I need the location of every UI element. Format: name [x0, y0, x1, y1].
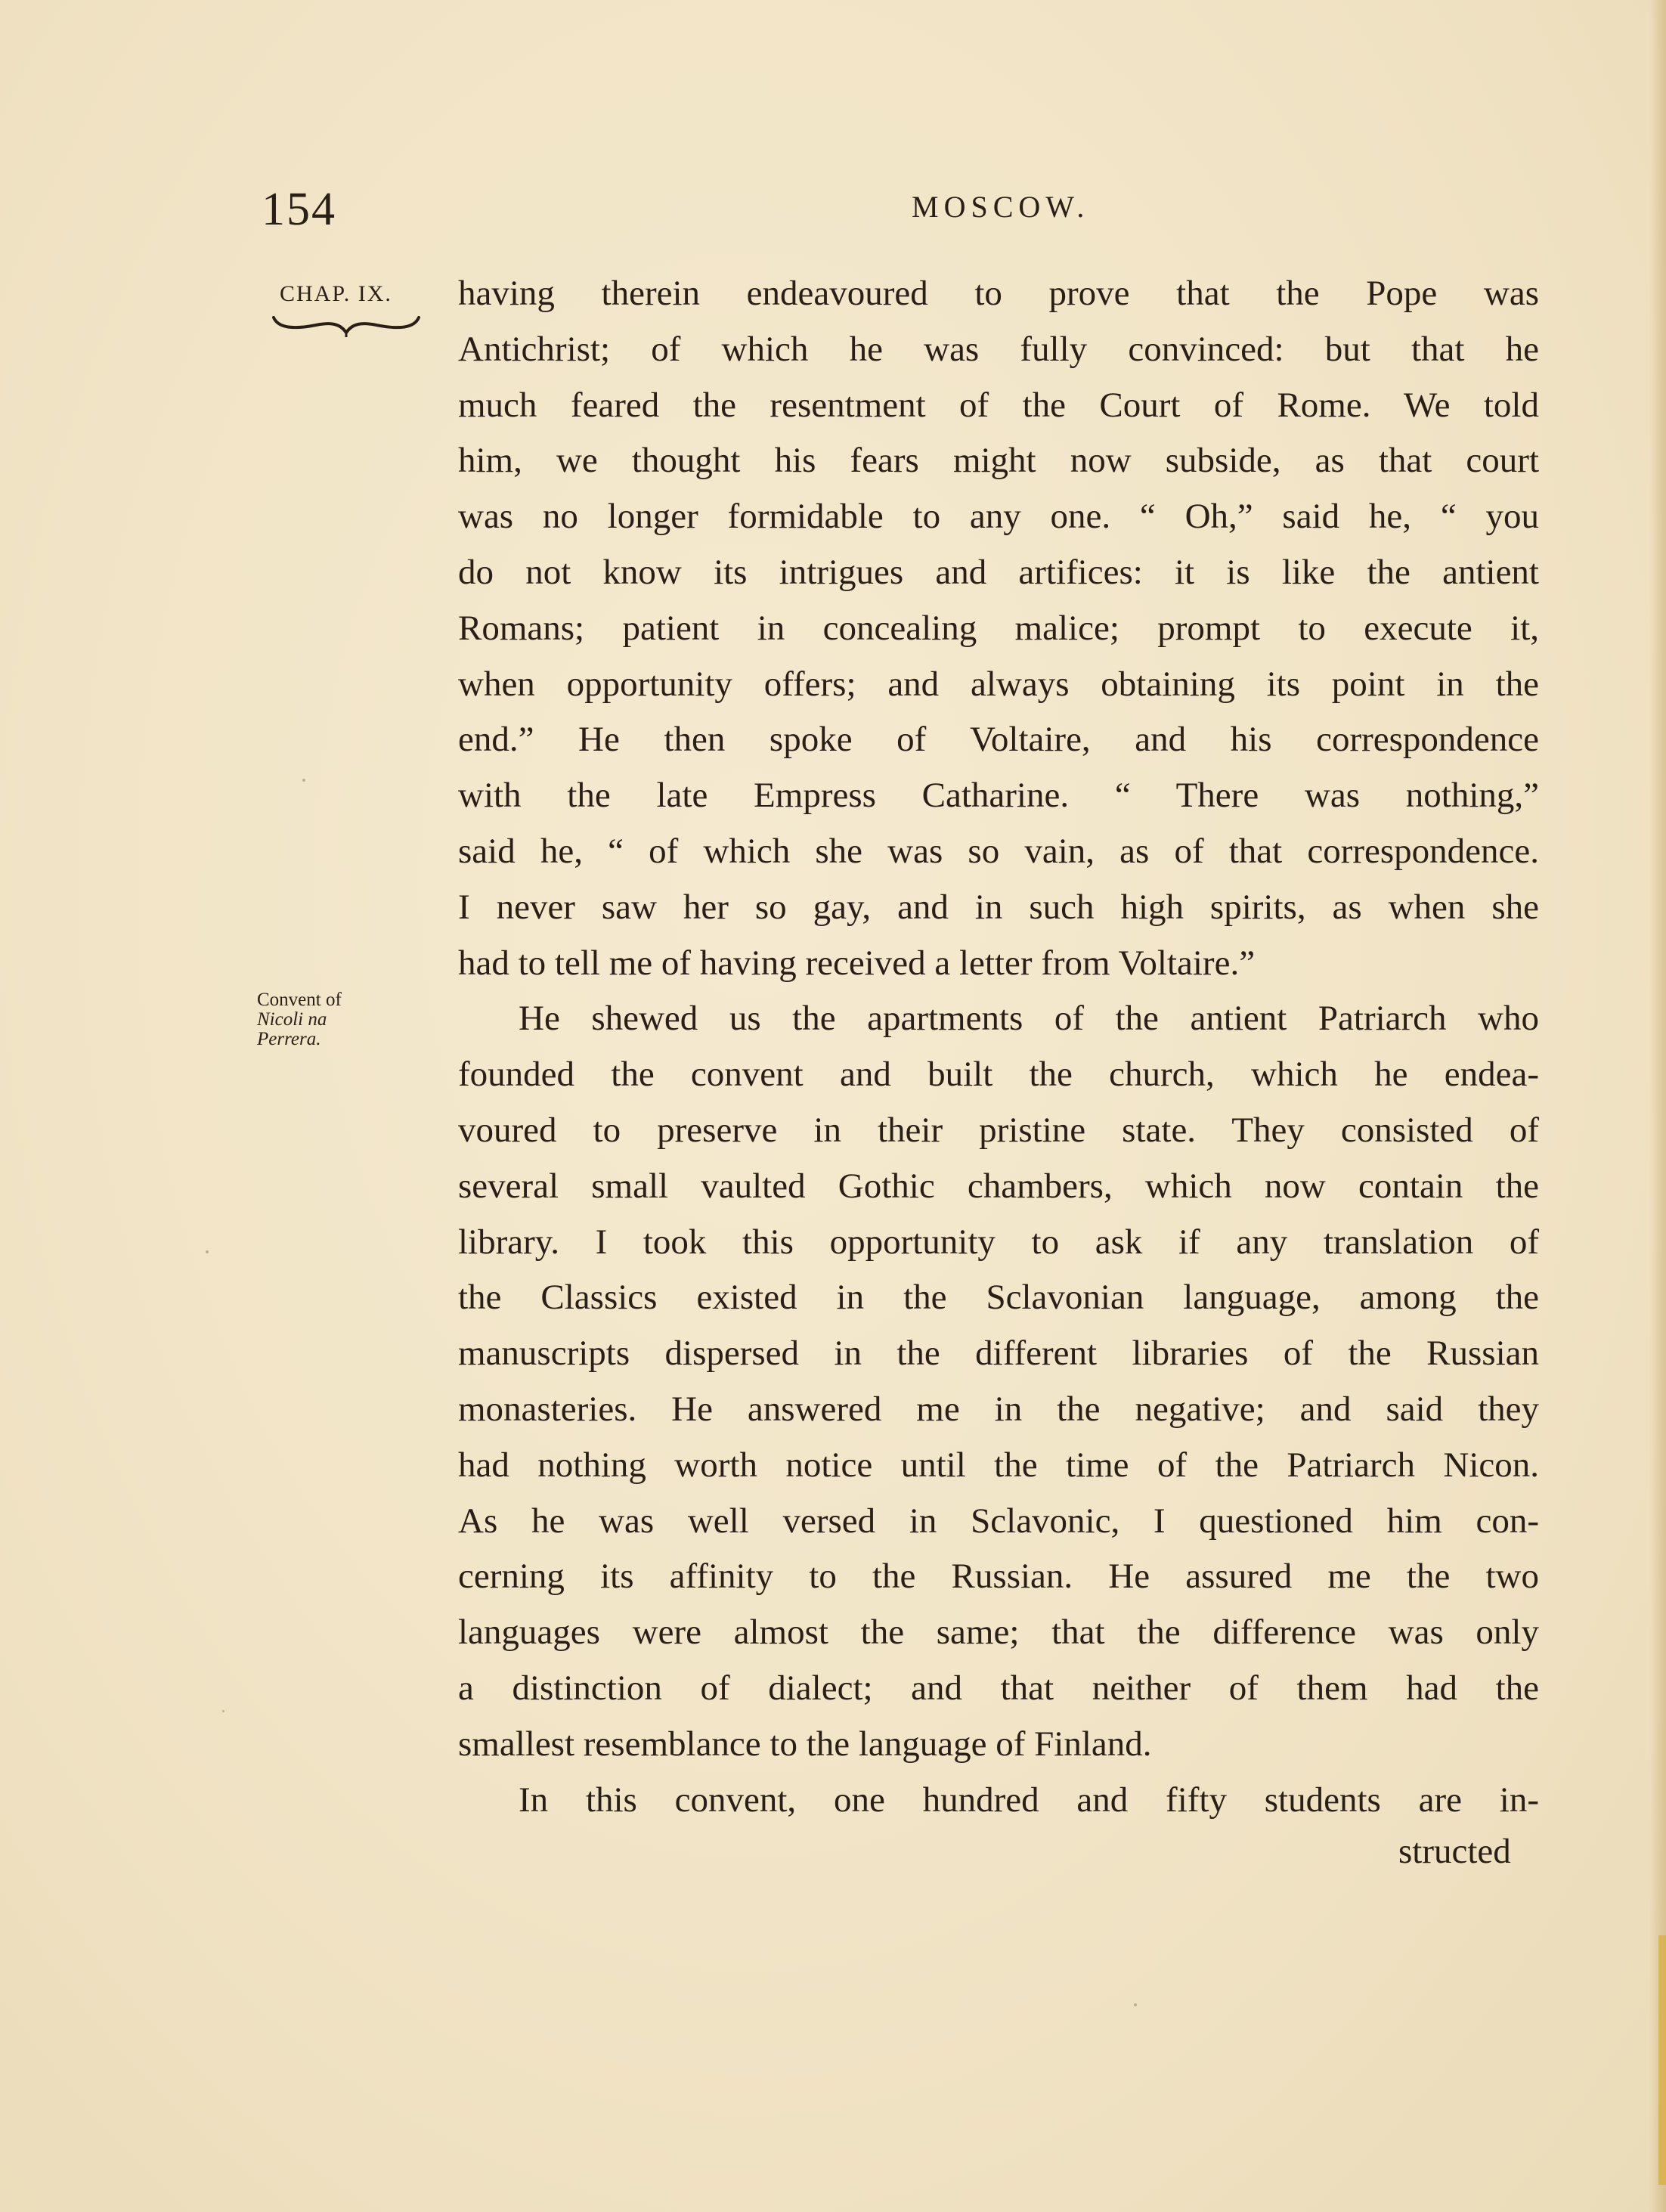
paper-speck	[1134, 2003, 1137, 2006]
text-line: founded the convent and built the church, which he endea-	[458, 1055, 1539, 1095]
catchword: structed	[1398, 1832, 1511, 1871]
paper-speck	[222, 1710, 225, 1712]
chapter-label: CHAP. IX.	[280, 281, 392, 306]
marginal-note	[257, 990, 378, 1049]
text-line: He shewed us the apartments of the antient Patriarch who	[519, 999, 1539, 1039]
text-line: when opportunity offers; and always obtaining its point in the	[458, 664, 1539, 704]
text-line: Romans; patient in concealing malice; prompt to execute it,	[458, 608, 1539, 648]
text-line: do not know its intrigues and artifices: it is like the antient	[458, 552, 1539, 592]
text-line: manuscripts dispersed in the different libraries of the Russian	[458, 1334, 1539, 1374]
marginal-note-line: Nicoli na	[257, 1009, 327, 1030]
bookmark-edge-tab	[1658, 1935, 1666, 2185]
text-line: Antichrist; of which he was fully convinced: but that he	[458, 329, 1539, 369]
text-line: I never saw her so gay, and in such high spirits, as when she	[458, 887, 1539, 927]
text-line: cerning its affinity to the Russian. He assured me the two	[458, 1557, 1539, 1597]
running-head: MOSCOW.	[912, 190, 1090, 224]
text-line: In this convent, one hundred and fifty students are in-	[519, 1780, 1539, 1820]
text-line: monasteries. He answered me in the negative; and said they	[458, 1389, 1539, 1429]
text-line: languages were almost the same; that the difference was only	[458, 1613, 1539, 1653]
text-line: was no longer formidable to any one. “ Oh,” said he, “ you	[458, 497, 1539, 537]
text-line: end.” He then spoke of Voltaire, and his correspondence	[458, 720, 1539, 760]
page-number: 154	[262, 184, 336, 235]
text-line: several small vaulted Gothic chambers, which now contain the	[458, 1166, 1539, 1206]
text-line: library. I took this opportunity to ask if any translation of	[458, 1222, 1539, 1262]
text-line: said he, “ of which she was so vain, as of that correspondence.	[458, 831, 1539, 871]
text-line: much feared the resentment of the Court of Rome. We told	[458, 385, 1539, 425]
brace-ornament-icon	[271, 313, 422, 339]
text-line: had nothing worth notice until the time of the Patriarch Nicon.	[458, 1445, 1539, 1485]
paper-speck	[206, 1250, 209, 1253]
text-line: As he was well versed in Sclavonic, I questioned him con-	[458, 1501, 1539, 1541]
paper-speck	[302, 779, 305, 782]
text-line: a distinction of dialect; and that neither of them had the	[458, 1668, 1539, 1708]
marginal-note-line: Convent of	[257, 990, 342, 1010]
text-line: smallest resemblance to the language of Finland.	[458, 1724, 1152, 1764]
text-line: voured to preserve in their pristine state. They consisted of	[458, 1110, 1539, 1150]
text-line: the Classics existed in the Sclavonian language, among the	[458, 1278, 1539, 1318]
text-line: with the late Empress Catharine. “ There was nothing,”	[458, 776, 1539, 816]
marginal-note-line: Perrera.	[257, 1029, 321, 1049]
body-text	[458, 266, 1539, 1828]
text-line: him, we thought his fears might now subside, as that court	[458, 441, 1539, 481]
text-line: having therein endeavoured to prove that the Pope was	[458, 274, 1539, 313]
text-line: had to tell me of having received a letter from Voltaire.”	[458, 943, 1256, 983]
page-edge-shadow	[1649, 0, 1666, 2212]
